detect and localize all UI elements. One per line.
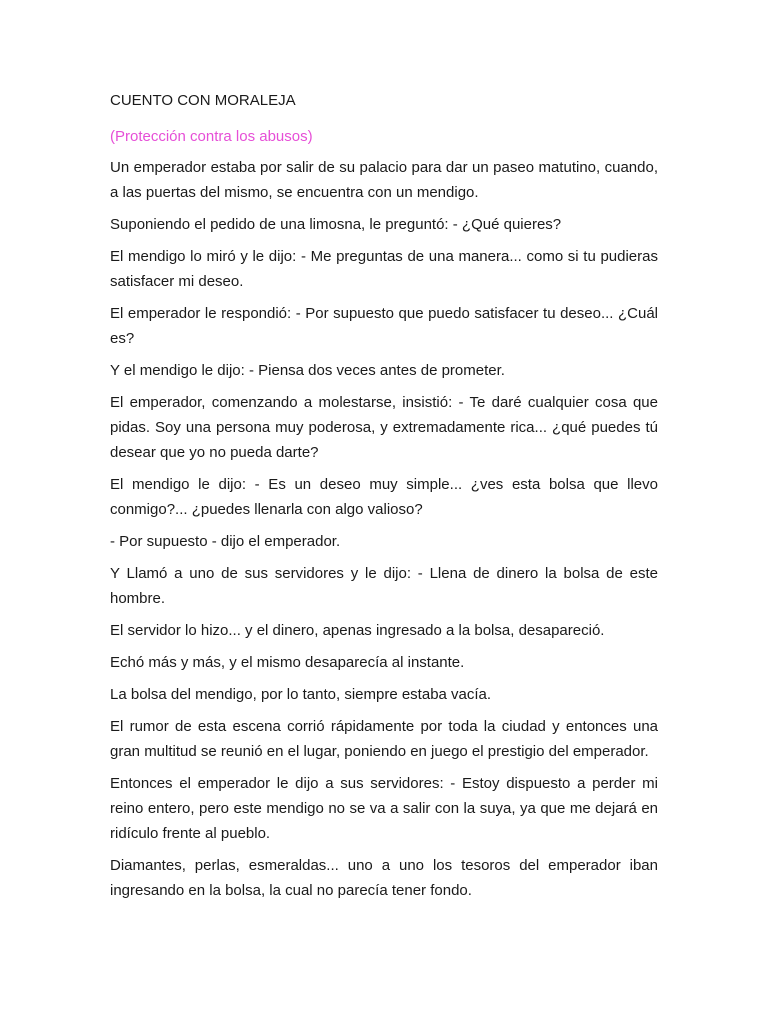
paragraph-11: Echó más y más, y el mismo desaparecía al instante. bbox=[110, 654, 465, 671]
paragraph-3: El mendigo lo miró y le dijo: - Me preguntas de una manera... como si tu pudieras satisfacer mi deseo. bbox=[110, 248, 658, 290]
document-page bbox=[110, 88, 658, 910]
paragraph-7: El mendigo le dijo: - Es un deseo muy simple... ¿ves esta bolsa que llevo conmigo?... ¿puedes llenarla con algo valioso? bbox=[110, 476, 658, 518]
paragraph-4: El emperador le respondió: - Por supuesto que puedo satisfacer tu deseo... ¿Cuál es? bbox=[110, 305, 658, 347]
paragraph-8: - Por supuesto - dijo el emperador. bbox=[110, 533, 341, 550]
paragraph-15: Diamantes, perlas, esmeraldas... uno a uno los tesoros del emperador iban ingresando en la bolsa, la cual no parecía tener fondo. bbox=[110, 857, 658, 899]
paragraph-5: Y el mendigo le dijo: - Piensa dos veces antes de prometer. bbox=[110, 362, 505, 379]
paragraph-10: El servidor lo hizo... y el dinero, apenas ingresado a la bolsa, desapareció. bbox=[110, 622, 605, 639]
paragraph-14: Entonces el emperador le dijo a sus servidores: - Estoy dispuesto a perder mi reino entero, pero este mendigo no se va a salir con la suya, ya que me dejará en ridículo frente al pueblo. bbox=[110, 775, 658, 842]
paragraph-13: El rumor de esta escena corrió rápidamente por toda la ciudad y entonces una gran multitud se reunió en el lugar, poniendo en juego el prestigio del emperador. bbox=[110, 718, 658, 760]
document-title: CUENTO CON MORALEJA bbox=[110, 92, 296, 109]
paragraph-1: Un emperador estaba por salir de su palacio para dar un paseo matutino, cuando, a las puertas del mismo, se encuentra con un mendigo. bbox=[110, 159, 658, 201]
paragraph-12: La bolsa del mendigo, por lo tanto, siempre estaba vacía. bbox=[110, 686, 492, 703]
paragraph-2: Suponiendo el pedido de una limosna, le preguntó: - ¿Qué quieres? bbox=[110, 216, 562, 233]
paragraph-9: Y Llamó a uno de sus servidores y le dijo: - Llena de dinero la bolsa de este hombre. bbox=[110, 565, 658, 607]
document-subtitle: (Protección contra los abusos) bbox=[110, 128, 313, 145]
paragraph-6: El emperador, comenzando a molestarse, insistió: - Te daré cualquier cosa que pidas. Soy una persona muy poderosa, y extremadamente rica... ¿qué puedes tú desear que yo no pueda darte? bbox=[110, 394, 658, 461]
